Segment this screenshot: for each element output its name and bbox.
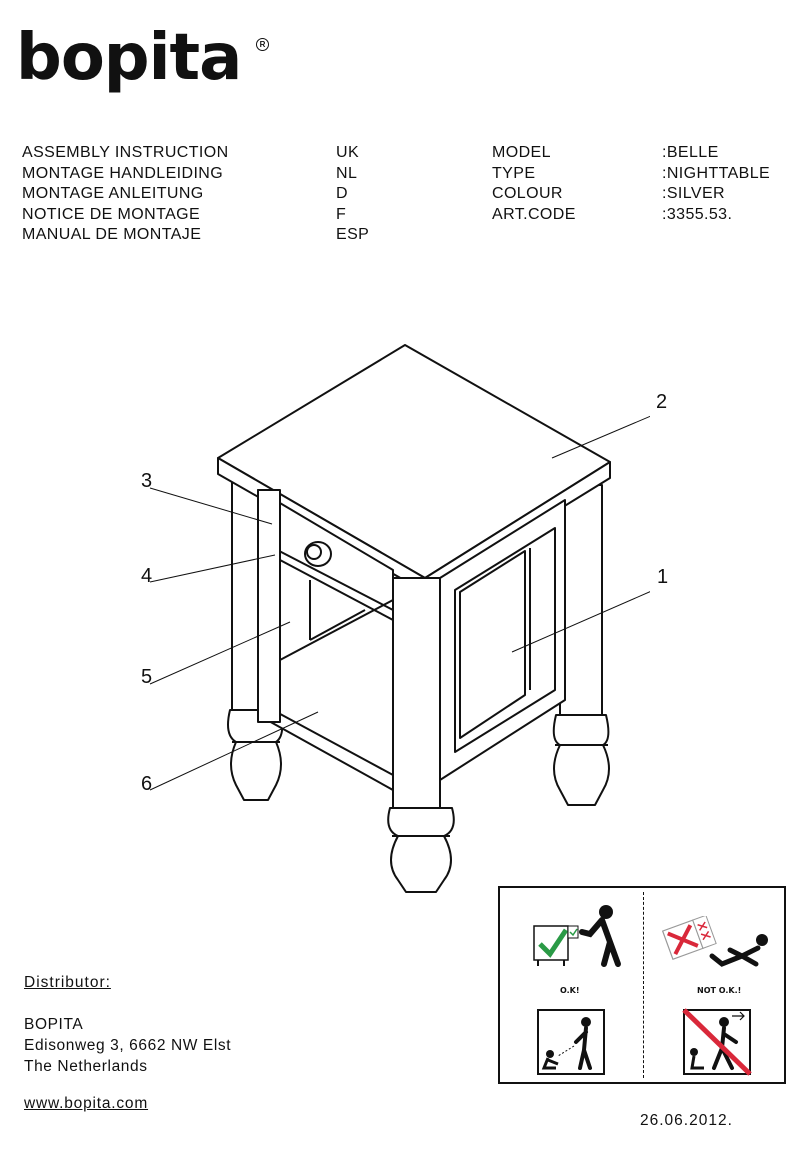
company-name: BOPITA [24,1016,84,1033]
not-ok-assembly-icon [660,916,775,978]
brand-logo: bopita [16,21,242,95]
spec-value-type: :NIGHTTABLE [662,164,771,182]
nightstand-diagram [130,340,650,900]
language-code: UK [336,144,360,161]
title-line: MONTAGE ANLEITUNG [22,185,204,202]
language-code: NL [336,164,358,182]
part-number-3: 3 [141,470,153,492]
ok-label: O.K! [560,986,580,995]
spec-keys [492,143,576,225]
title-line: MONTAGE HANDLEIDING [22,164,224,182]
spec-key: COLOUR [492,185,563,202]
divider [643,892,644,1078]
part-number-1: 1 [657,566,669,588]
street-address: Edisonweg 3, 6662 NW Elst [24,1037,232,1054]
website-link[interactable]: www.bopita.com [24,1095,149,1112]
language-code: ESP [336,226,370,243]
spec-value-colour: :SILVER [662,185,725,202]
spec-key: ART.CODE [492,205,576,223]
ok-assembly-icon [530,902,630,974]
part-number-2: 2 [656,391,668,413]
registered-mark: R [256,38,269,51]
part-number-5: 5 [141,666,153,688]
distributor-address [24,1014,231,1077]
part-number-4: 4 [141,565,153,587]
part-number-6: 6 [141,773,153,795]
not-ok-label: NOT O.K.! [697,986,742,995]
distributor-label: Distributor: [24,974,111,991]
language-codes [336,143,369,246]
title-line: NOTICE DE MONTAGE [22,205,201,223]
spec-value-artcode: :3355.53. [662,205,733,223]
safety-warning-panel [498,886,786,1084]
country: The Netherlands [24,1058,148,1075]
instruction-titles [22,143,229,246]
not-ok-child-unsafe-icon [682,1008,754,1078]
title-line: ASSEMBLY INSTRUCTION [22,144,229,161]
ok-child-safe-icon [536,1008,608,1078]
spec-value-model: :BELLE [662,144,719,161]
spec-key: TYPE [492,164,536,182]
spec-values [662,143,770,225]
title-line: MANUAL DE MONTAJE [22,226,202,243]
distributor-heading [24,974,111,992]
language-code: F [336,205,347,223]
spec-key: MODEL [492,144,551,161]
document-date: 26.06.2012. [640,1112,733,1129]
language-code: D [336,185,348,202]
